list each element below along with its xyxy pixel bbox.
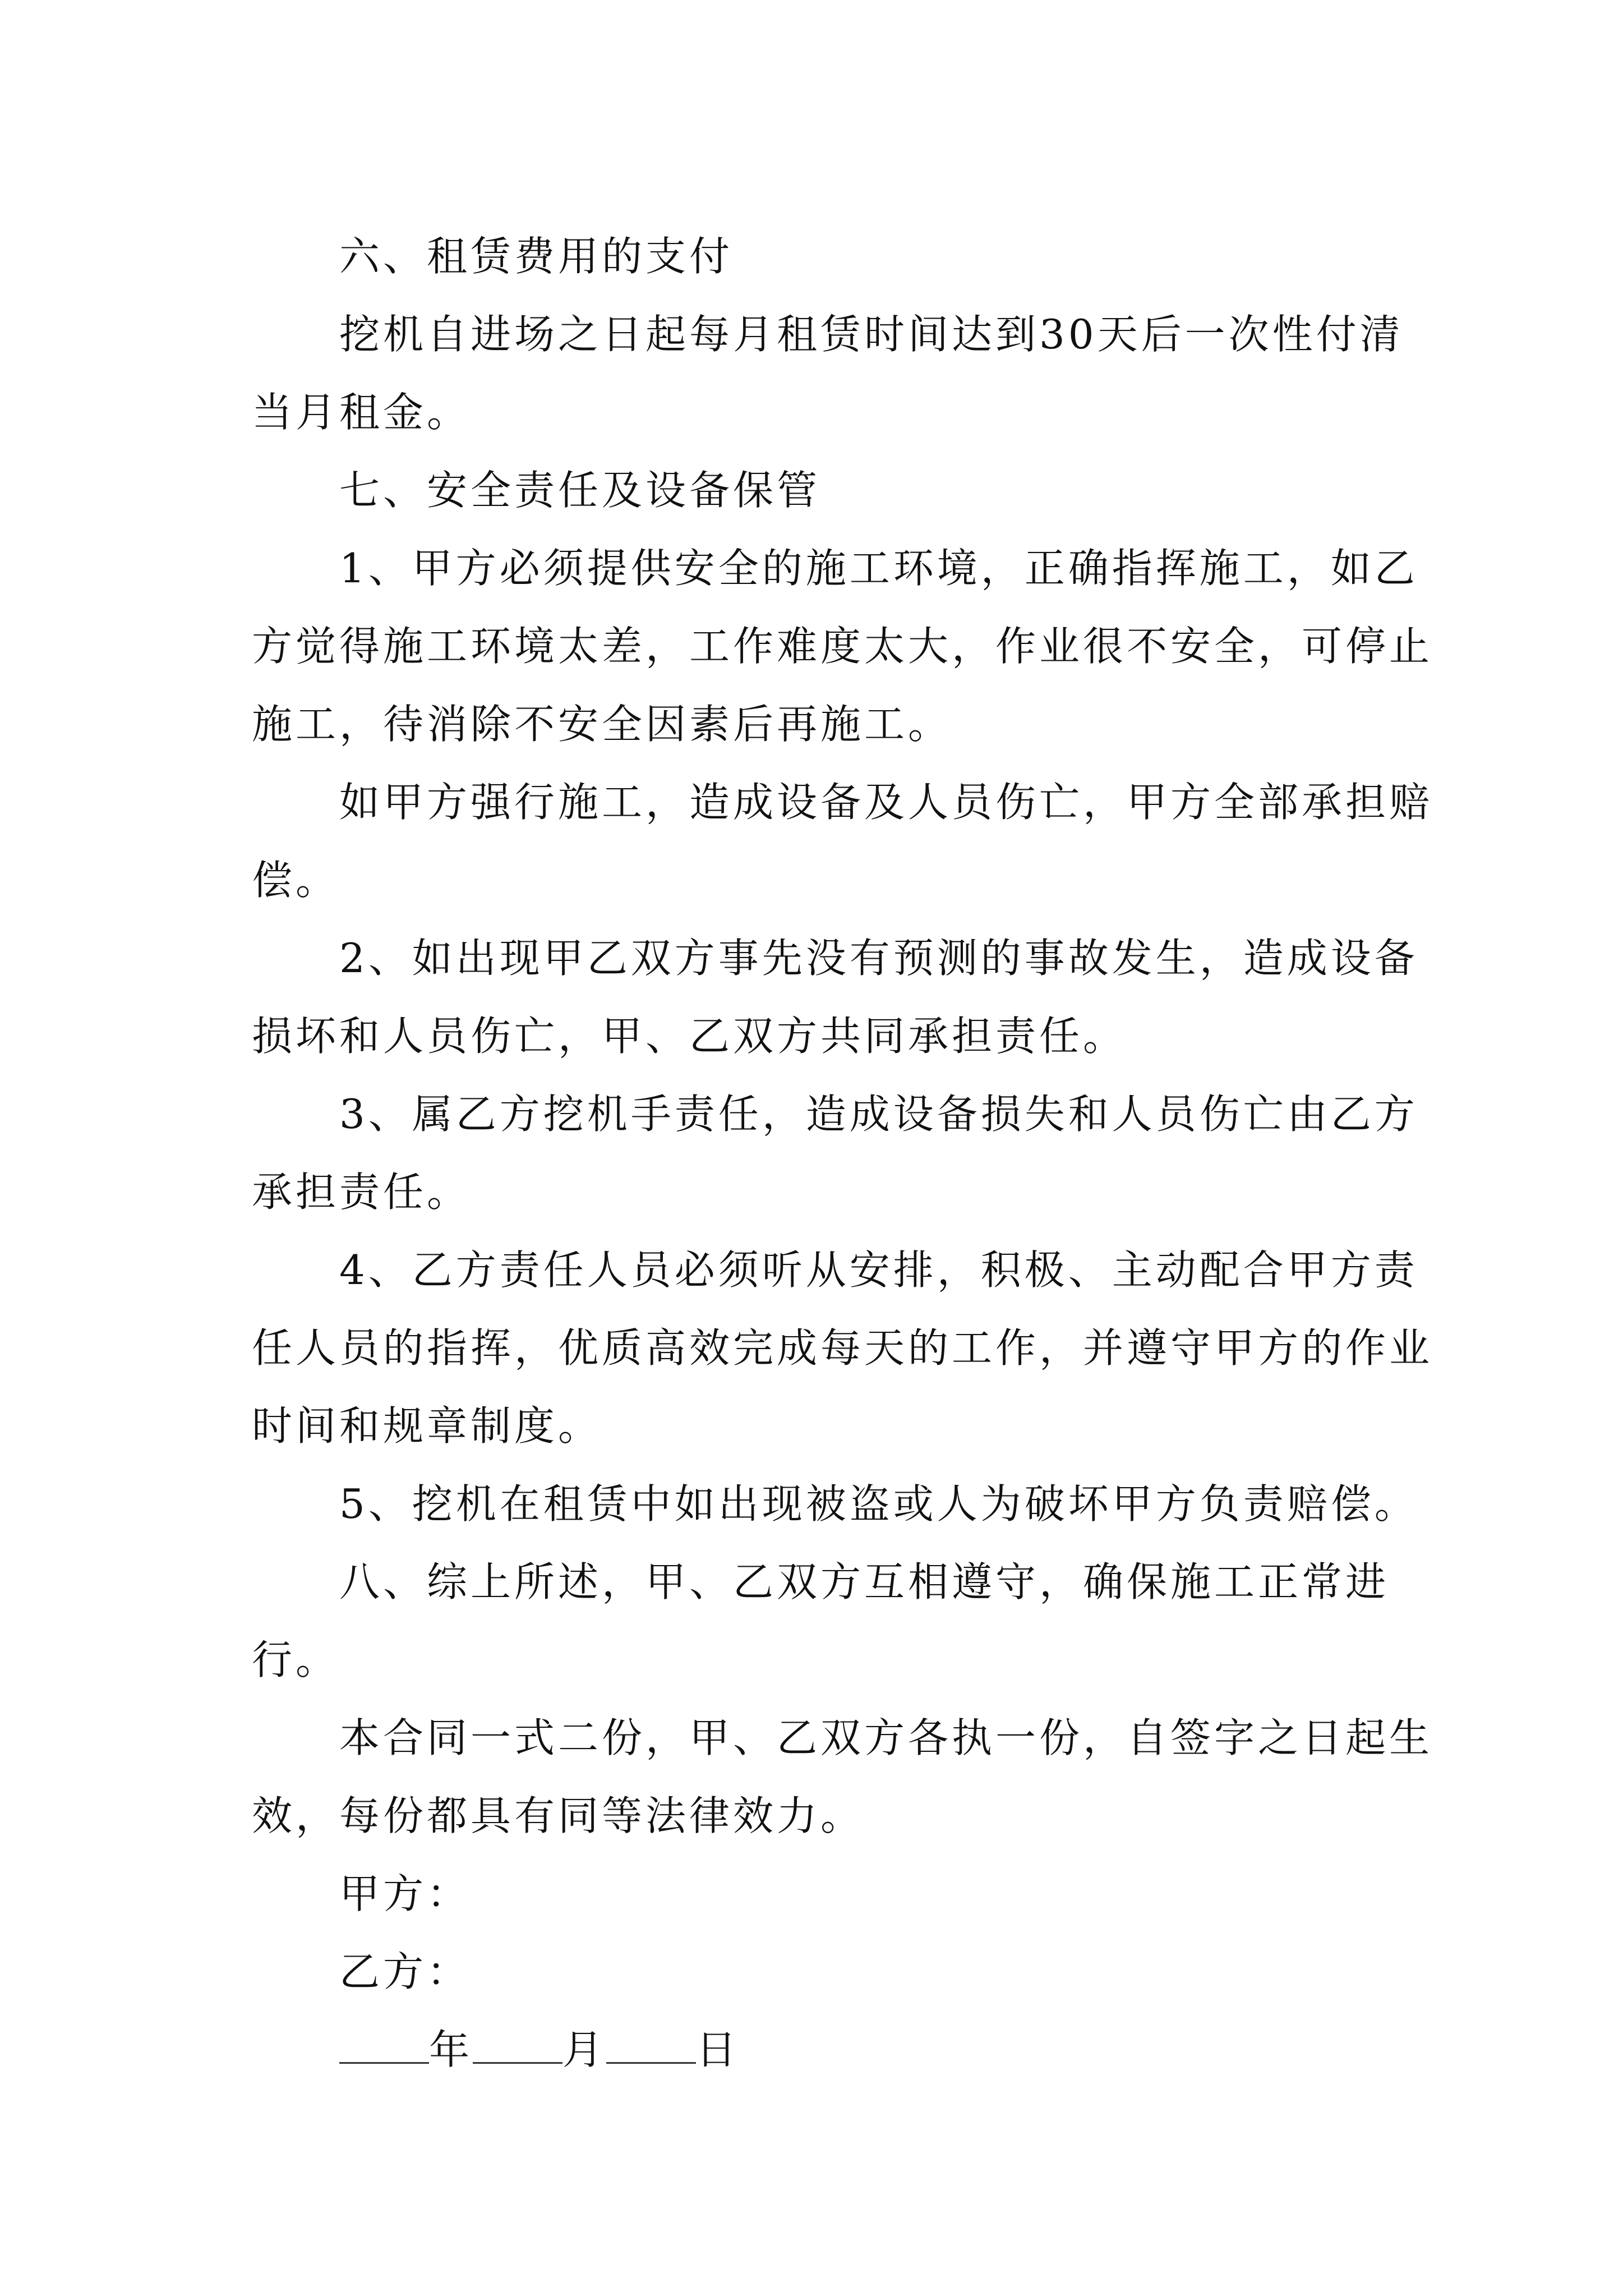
year-blank (339, 2025, 429, 2064)
section-heading-summary: 八、综上所述，甲、乙双方互相遵守，确保施工正常进行。 (252, 1558, 1390, 1683)
paragraph-clause-5: 5、挖机在租赁中如出现被盗或人为破坏甲方负责赔偿。 (339, 1480, 1418, 1527)
paragraph-clause-3: 3、属乙方挖机手责任，造成设备损失和人员伤亡由乙方承担责任。 (252, 1091, 1418, 1216)
section-heading-safety: 七、安全责任及设备保管 (339, 467, 821, 514)
paragraph-forced-construction: 如甲方强行施工，造成设备及人员伤亡，甲方全部承担赔偿。 (252, 779, 1433, 904)
party-a-label: 甲方： (339, 1870, 471, 1917)
month-label: 月 (562, 2026, 607, 2073)
section-heading-payment: 六、租赁费用的支付 (339, 233, 734, 280)
document-body (252, 218, 1441, 2089)
paragraph-clause-4: 4、乙方责任人员必须听从安排，积极、主动配合甲方责任人员的指挥，优质高效完成每天的工作，并遵守甲方的作业时间和规章制度。 (252, 1246, 1433, 1450)
paragraph-clause-1: 1、甲方必须提供安全的施工环境，正确指挥施工，如乙方觉得施工环境太差，工作难度太大，作业很不安全，可停止施工，待消除不安全因素后再施工。 (252, 545, 1433, 748)
day-label: 日 (696, 2026, 740, 2073)
paragraph-clause-2: 2、如出现甲乙双方事先没有预测的事故发生，造成设备损坏和人员伤亡，甲、乙双方共同承担责任。 (252, 935, 1418, 1060)
party-b-label: 乙方： (339, 1948, 471, 1995)
date-line (252, 2011, 1441, 2089)
year-label: 年 (429, 2026, 473, 2073)
paragraph-payment-terms: 挖机自进场之日起每月租赁时间达到30天后一次性付清当月租金。 (252, 311, 1404, 436)
paragraph-copies: 本合同一式二份，甲、乙双方各执一份，自签字之日起生效，每份都具有同等法律效力。 (252, 1714, 1433, 1839)
day-blank (606, 2025, 696, 2064)
month-blank (473, 2025, 562, 2064)
